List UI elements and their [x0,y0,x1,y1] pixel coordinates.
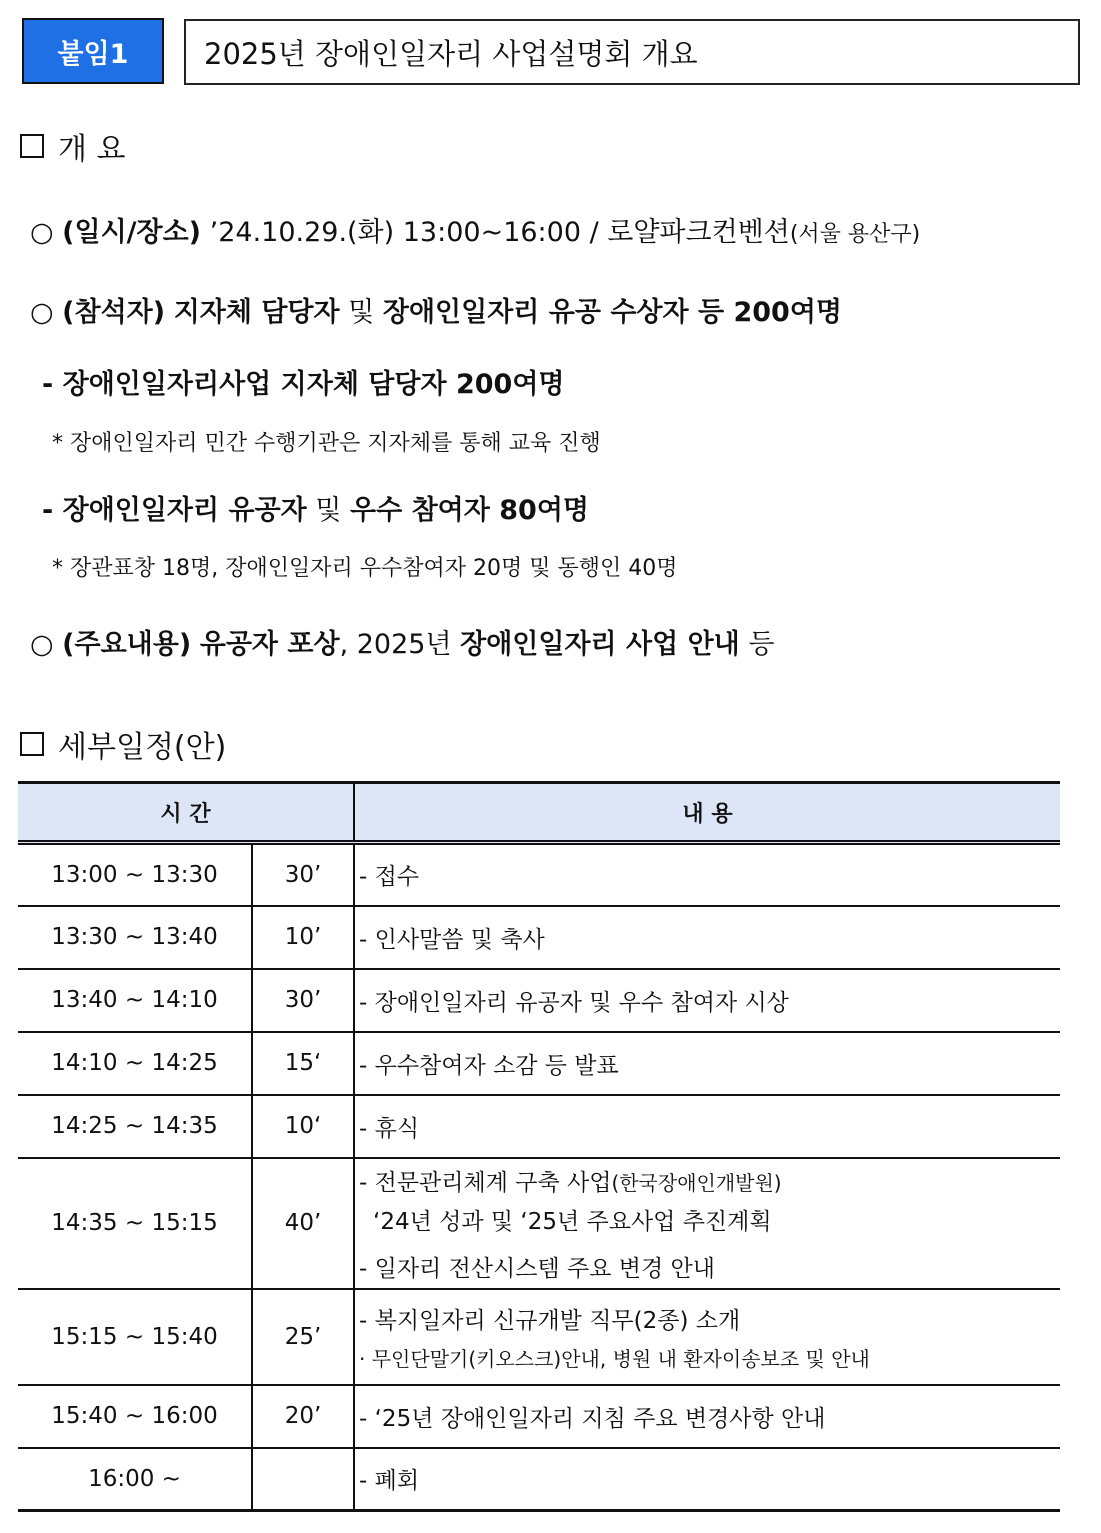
main-mid: , 2025년 [339,629,452,660]
table-header-row [18,783,1060,843]
row-duration: 30’ [252,969,354,1032]
row-time: 14:35 ~ 15:15 [18,1158,252,1289]
row-content: - 장애인일자리 유공자 및 우수 참여자 시상 [354,969,1060,1032]
datetime-label: (일시/장소) [62,217,202,248]
row-content: - ‘25년 장애인일자리 지침 주요 변경사항 안내 [354,1385,1060,1448]
section-schedule-title: 세부일정(안) [58,730,227,765]
schedule-table [18,781,1060,1512]
table-row [18,1385,1060,1448]
circle-bullet-icon: ○ [30,629,63,660]
section-overview-heading [20,124,126,168]
circle-bullet-icon: ○ [30,297,63,328]
attachment-tag: 붙임1 [22,18,164,84]
row-duration: 25’ [252,1289,354,1385]
overview-main-line [30,622,774,661]
attendees-sub-1: - 장애인일자리사업 지자체 담당자 200여명 [42,369,565,400]
main-label: (주요내용) [62,629,192,660]
table-row [18,1032,1060,1095]
row-time: 15:40 ~ 16:00 [18,1385,252,1448]
section-schedule-heading [20,722,226,766]
row-duration [252,1448,354,1511]
document-title [184,19,1080,85]
table-row [18,843,1060,906]
attendees-note-2: * 장관표창 18명, 장애인일자리 우수참여자 20명 및 동행인 40명 [52,556,678,581]
row-content-line-1: - 전문관리체계 구축 사업(한국장애인개발원) [359,1169,782,1196]
row-content-line-2: ‘24년 성과 및 ‘25년 주요사업 추진계획 [373,1208,772,1235]
attendees-a: 지자체 담당자 [173,297,340,328]
row-time: 13:30 ~ 13:40 [18,906,252,969]
attendees-and: 및 [348,297,375,328]
row-content: - 우수참여자 소감 등 발표 [354,1032,1060,1095]
attendees-sub-2b: 우수 참여자 80여명 [350,495,589,526]
table-row [18,906,1060,969]
row-duration: 10’ [252,906,354,969]
row-content [354,1289,1060,1385]
table-row [18,1448,1060,1511]
header-content: 내 용 [354,783,1060,843]
row-time: 15:15 ~ 15:40 [18,1289,252,1385]
row-duration: 15‘ [252,1032,354,1095]
attendees-b: 장애인일자리 유공 수상자 등 200여명 [382,297,842,328]
row-time: 13:00 ~ 13:30 [18,843,252,906]
overview-datetime-line [30,210,920,249]
row-duration: 20’ [252,1385,354,1448]
row-duration: 10‘ [252,1095,354,1158]
checkbox-square-icon [20,134,44,158]
row-content: - 휴식 [354,1095,1060,1158]
venue-location: (서울 용산구) [789,222,921,247]
main-b: 장애인일자리 사업 안내 [460,629,740,660]
row-duration: 30’ [252,843,354,906]
attendees-sub-2a: - 장애인일자리 유공자 [42,495,307,526]
row-duration: 40’ [252,1158,354,1289]
main-end: 등 [748,629,775,660]
table-row [18,1095,1060,1158]
attendees-label: (참석자) [62,297,166,328]
row-content-org: (한국장애인개발원) [611,1170,782,1195]
row-content: - 폐회 [354,1448,1060,1511]
row-time: 13:40 ~ 14:10 [18,969,252,1032]
row-content-line-2: · 무인단말기(키오스크)안내, 병원 내 환자이송보조 및 안내 [359,1346,870,1371]
row-time: 14:10 ~ 14:25 [18,1032,252,1095]
row-content: - 접수 [354,843,1060,906]
row-content-line-1: - 복지일자리 신규개발 직무(2종) 소개 [359,1307,741,1334]
attendees-sub-2 [42,488,589,527]
row-content: - 인사말씀 및 축사 [354,906,1060,969]
row-time: 16:00 ~ [18,1448,252,1511]
circle-bullet-icon: ○ [30,217,63,248]
table-row [18,1158,1060,1289]
header-time: 시 간 [18,783,354,843]
row-content [354,1158,1060,1289]
attendees-note-1: * 장애인일자리 민간 수행기관은 지자체를 통해 교육 진행 [52,431,601,456]
table-row [18,1289,1060,1385]
main-a: 유공자 포상 [199,629,340,660]
checkbox-square-icon [20,732,44,756]
row-time: 14:25 ~ 14:35 [18,1095,252,1158]
document-title-text: 2025년 장애인일자리 사업설명회 개요 [204,36,698,71]
section-overview-title: 개 요 [58,132,126,167]
table-row [18,969,1060,1032]
overview-attendees-line [30,290,842,329]
datetime-text: ’24.10.29.(화) 13:00~16:00 / 로얄파크컨벤션 [209,217,790,248]
row-content-line-3: - 일자리 전산시스템 주요 변경 안내 [359,1255,715,1282]
attendees-sub-2-and: 및 [315,495,342,526]
